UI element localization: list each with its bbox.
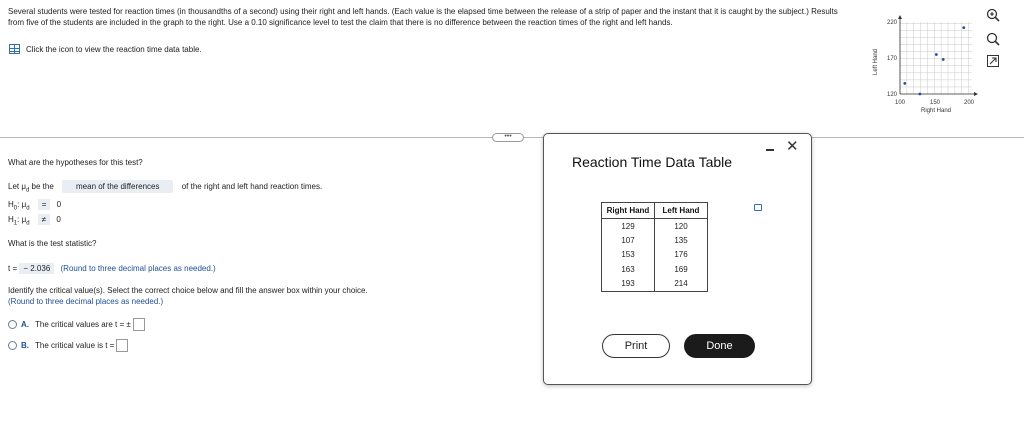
- x-tick-100: 100: [894, 100, 906, 106]
- scatter-plot: [862, 10, 982, 120]
- let-mid: be the: [29, 182, 54, 191]
- cell: 193: [602, 277, 655, 292]
- hypotheses-question: What are the hypotheses for this test?: [8, 158, 143, 167]
- x-tick-150: 150: [929, 100, 941, 106]
- x-axis-arrow: [974, 92, 978, 96]
- data-table-link[interactable]: [9, 44, 202, 54]
- y-tick-170: 170: [886, 56, 897, 62]
- data-point: [962, 26, 965, 29]
- cell: 169: [655, 262, 708, 277]
- t-note: (Round to three decimal places as needed.): [60, 264, 216, 273]
- search-icon[interactable]: [986, 32, 1000, 46]
- h0-label: H: [8, 200, 14, 209]
- option-a[interactable]: [8, 318, 145, 331]
- option-b-text: The critical value is t =: [35, 341, 115, 350]
- column-header-right: Right Hand: [602, 203, 655, 219]
- done-button[interactable]: Done: [684, 334, 755, 358]
- test-statistic-question: What is the test statistic?: [8, 239, 97, 248]
- close-icon[interactable]: ✕: [786, 138, 799, 155]
- h1-sub: 1: [13, 220, 18, 227]
- table-row: [602, 233, 708, 248]
- let-prefix: Let μ: [8, 182, 26, 191]
- modal-title: Reaction Time Data Table: [572, 154, 733, 170]
- table-row: [602, 219, 708, 234]
- option-a-input[interactable]: [133, 318, 145, 331]
- critical-question: Identify the critical value(s). Select the correct choice below and fill the answer box within your choice.: [8, 286, 368, 295]
- h1-mu-sub: d: [26, 220, 30, 227]
- data-table-modal: [543, 133, 812, 385]
- null-hypothesis: [8, 199, 61, 212]
- test-statistic-answer: [8, 263, 216, 274]
- h0-mu-sub: d: [26, 205, 30, 212]
- y-axis-label: Left Hand: [873, 48, 879, 76]
- data-table-link-label: Click the icon to view the reaction time data table.: [26, 44, 202, 54]
- data-point: [935, 53, 938, 56]
- problem-statement: Several students were tested for reaction times (in thousandths of a second) using their right and left hands. (Each value is the elapsed time between the release of a strip of paper and the instant that it is caught by the subject.) Results from five of the students are included in the graph to the right. Use a 0.10 significance level to test the claim that there is no difference between the reaction times of the right and left hands.: [8, 7, 838, 27]
- cell: 120: [655, 219, 708, 234]
- alt-hypothesis: [8, 214, 61, 227]
- h0-mu: : μ: [17, 200, 27, 209]
- table-icon[interactable]: [9, 44, 20, 54]
- table-row: [602, 277, 708, 292]
- data-point: [903, 82, 906, 85]
- minimize-icon[interactable]: [766, 144, 774, 154]
- let-statement: [8, 180, 322, 194]
- x-tick-200: 200: [963, 100, 975, 106]
- table-row: [602, 248, 708, 263]
- cell: 214: [655, 277, 708, 292]
- h0-operator-dropdown[interactable]: =: [38, 199, 51, 210]
- let-suffix: of the right and left hand reaction times.: [181, 182, 323, 191]
- copy-icon[interactable]: [754, 204, 762, 211]
- option-a-radio[interactable]: [8, 320, 17, 329]
- data-point: [918, 93, 921, 96]
- plot-axes: [898, 15, 978, 96]
- cell: 129: [602, 219, 655, 234]
- print-button[interactable]: Print: [602, 334, 670, 358]
- option-a-text: The critical values are t = ±: [35, 320, 131, 329]
- expand-icon[interactable]: [986, 54, 1000, 68]
- t-prefix: t =: [8, 264, 18, 273]
- x-axis-label: Right Hand: [920, 108, 952, 114]
- option-b-input[interactable]: [116, 339, 128, 352]
- h1-mu: : μ: [17, 215, 27, 224]
- cell: 176: [655, 248, 708, 263]
- t-value-field[interactable]: − 2.036: [19, 263, 54, 274]
- column-header-left: Left Hand: [655, 203, 708, 219]
- parameter-dropdown[interactable]: mean of the differences: [62, 180, 173, 193]
- option-a-letter: A.: [21, 320, 29, 329]
- h1-operator-dropdown[interactable]: ≠: [38, 214, 50, 225]
- y-tick-220: 220: [886, 20, 897, 26]
- y-tick-120: 120: [886, 92, 897, 98]
- h1-label: H: [8, 215, 14, 224]
- let-sub: d: [25, 187, 30, 194]
- data-point: [942, 58, 945, 61]
- cell: 107: [602, 233, 655, 248]
- cell: 153: [602, 248, 655, 263]
- plot-tools: [980, 6, 1004, 76]
- plot-grid: [900, 22, 972, 94]
- zoom-in-icon[interactable]: [986, 8, 1000, 22]
- table-row: [602, 262, 708, 277]
- cell: 163: [602, 262, 655, 277]
- reaction-time-table: [601, 202, 708, 292]
- option-b-letter: B.: [21, 341, 29, 350]
- cell: 135: [655, 233, 708, 248]
- divider-handle[interactable]: •••: [492, 133, 524, 142]
- critical-note: (Round to three decimal places as needed.): [8, 297, 164, 306]
- y-axis-arrow: [898, 15, 902, 19]
- option-b[interactable]: [8, 339, 128, 352]
- h0-sub: 0: [13, 205, 18, 212]
- h0-value[interactable]: 0: [56, 200, 62, 209]
- h1-value[interactable]: 0: [56, 215, 61, 224]
- option-b-radio[interactable]: [8, 341, 17, 350]
